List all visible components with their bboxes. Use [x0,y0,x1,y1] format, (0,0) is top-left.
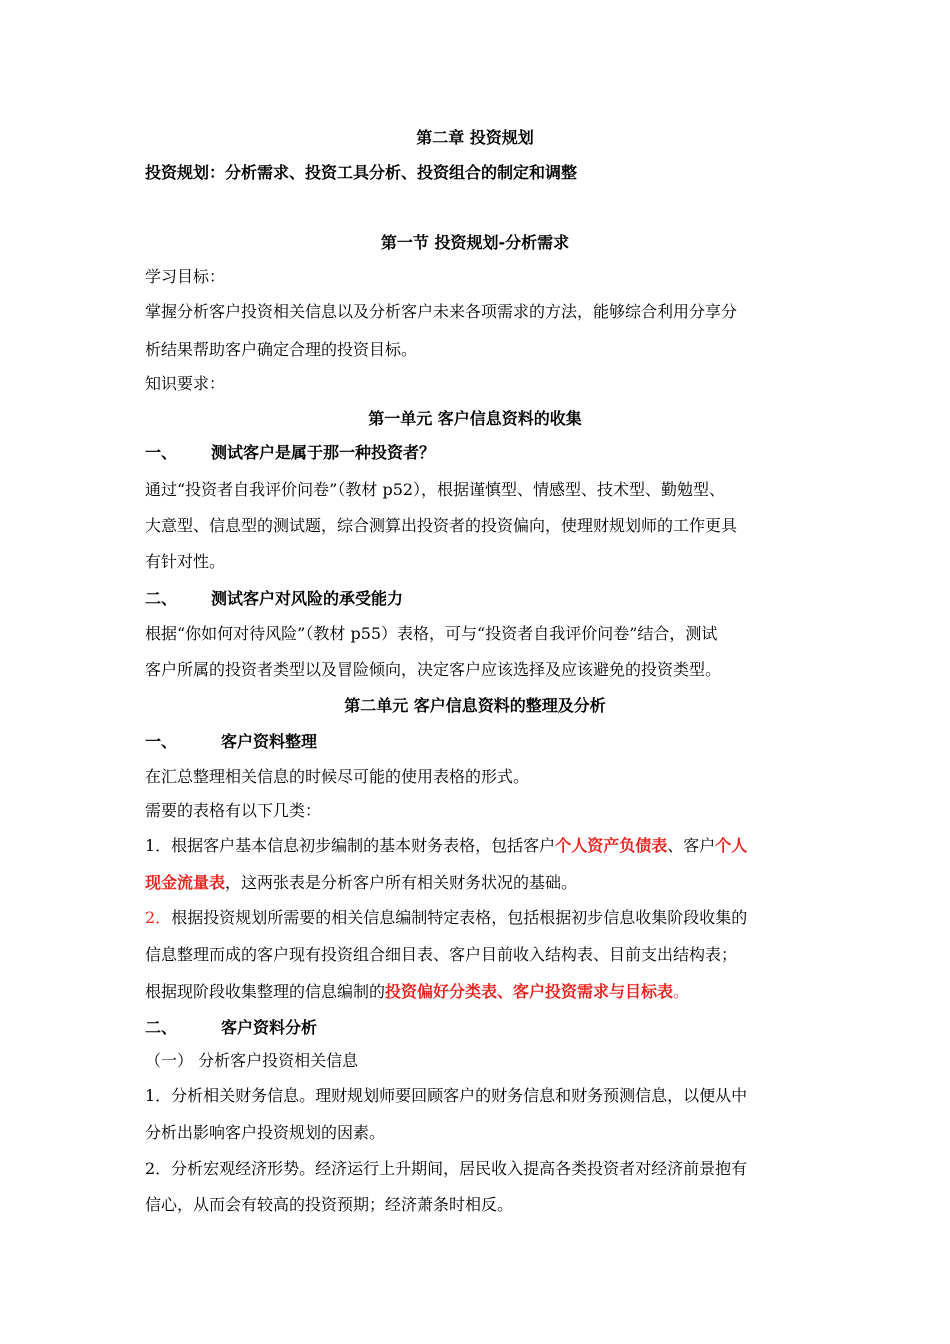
u2-item1-title: 客户资料整理 [221,732,318,751]
section-title: 第一节 投资规划-分析需求 [380,233,570,252]
u2-paragraph1-line1 [145,836,815,856]
u1-item2-text-2: 客户所属的投资者类型以及冒险倾向，决定客户应该选择及应该避免的投资类型。 [145,660,722,679]
u2-p1-highlight-balance-sheet: 个人资产负债表 [555,836,668,855]
u2-paragraph1-line2 [145,873,815,893]
u2-p1-text-b: 、客户 [667,836,716,855]
u2-sub1-p1-line1: 1．分析相关财务信息。理财规划师要回顾客户的财务信息和财务预测信息，以便从中 [145,1086,748,1105]
u2-item1-num: 一、 [145,732,178,751]
chapter-title: 第二章 投资规划 [416,128,534,147]
u2-item1-heading [145,732,815,752]
u2-item2-title: 客户资料分析 [221,1018,318,1037]
unit2-title: 第二单元 客户信息资料的整理及分析 [344,696,606,715]
u2-p1-highlight-personal: 个人 [715,836,748,855]
u2-p2-text-c: 根据现阶段收集整理的信息编制的 [145,982,386,1001]
learning-goal-text-2: 析结果帮助客户确定合理的投资目标。 [145,340,418,359]
unit1-title: 第一单元 客户信息资料的收集 [368,409,582,428]
u1-item1-text-1: 通过“投资者自我评价问卷”（教材 p52），根据谨慎型、情感型、技术型、勤勉型、 [145,480,726,499]
learning-goal-text-1: 掌握分析客户投资相关信息以及分析客户未来各项需求的方法，能够综合利用分享分 [145,302,738,321]
u1-item1-text-2: 大意型、信息型的测试题，综合测算出投资者的投资偏向，使理财规划师的工作更具 [145,516,738,535]
u2-p1-text-a: 1．根据客户基本信息初步编制的基本财务表格，包括客户 [145,836,556,855]
u2-p1-text-c: ，这两张表是分析客户所有相关财务状况的基础。 [225,873,578,892]
u1-item2-num: 二、 [145,589,178,608]
u2-p2-highlight-tables: 投资偏好分类表、客户投资需求与目标表 [385,982,674,1001]
u1-item1-num: 一、 [145,443,178,462]
u2-p1-highlight-cashflow: 现金流量表 [145,873,226,892]
u2-paragraph2-line3 [145,982,815,1002]
u2-item2-num: 二、 [145,1018,178,1037]
u2-p2-text-a: 根据投资规划所需要的相关信息编制特定表格，包括根据初步信息收集阶段收集的 [171,908,748,927]
u1-item1-title: 测试客户是属于那一种投资者？ [211,443,436,462]
u2-item1-text-1: 在汇总整理相关信息的时候尽可能的使用表格的形式。 [145,767,530,786]
u2-sub1-p2-line2: 信心，从而会有较高的投资预期；经济萧条时相反。 [145,1195,514,1214]
u2-p2-num: 2． [145,908,172,927]
knowledge-label: 知识要求： [145,374,226,393]
u2-p2-end: 。 [673,982,690,1001]
u2-item1-text-2: 需要的表格有以下几类： [145,801,322,820]
u1-item1-heading [145,443,815,463]
u2-paragraph2-line1 [145,908,815,928]
chapter-subtitle: 投资规划：分析需求、投资工具分析、投资组合的制定和调整 [145,163,578,182]
u1-item1-text-3: 有针对性。 [145,552,226,571]
u1-item2-heading [145,589,815,609]
u2-paragraph2-line2: 信息整理而成的客户现有投资组合细目表、客户目前收入结构表、目前支出结构表； [145,945,738,964]
u2-sub1-title: （一） 分析客户投资相关信息 [145,1051,359,1070]
u2-sub1-p1-line2: 分析出影响客户投资规划的因素。 [145,1123,386,1142]
u2-sub1-p2-line1: 2．分析宏观经济形势。经济运行上升期间，居民收入提高各类投资者对经济前景抱有 [145,1159,748,1178]
u1-item2-text-1: 根据“你如何对待风险”（教材 p55）表格，可与“投资者自我评价问卷”结合，测试 [145,624,718,643]
u1-item2-title: 测试客户对风险的承受能力 [211,589,404,608]
u2-item2-heading [145,1018,815,1038]
learning-goal-label: 学习目标： [145,267,226,286]
